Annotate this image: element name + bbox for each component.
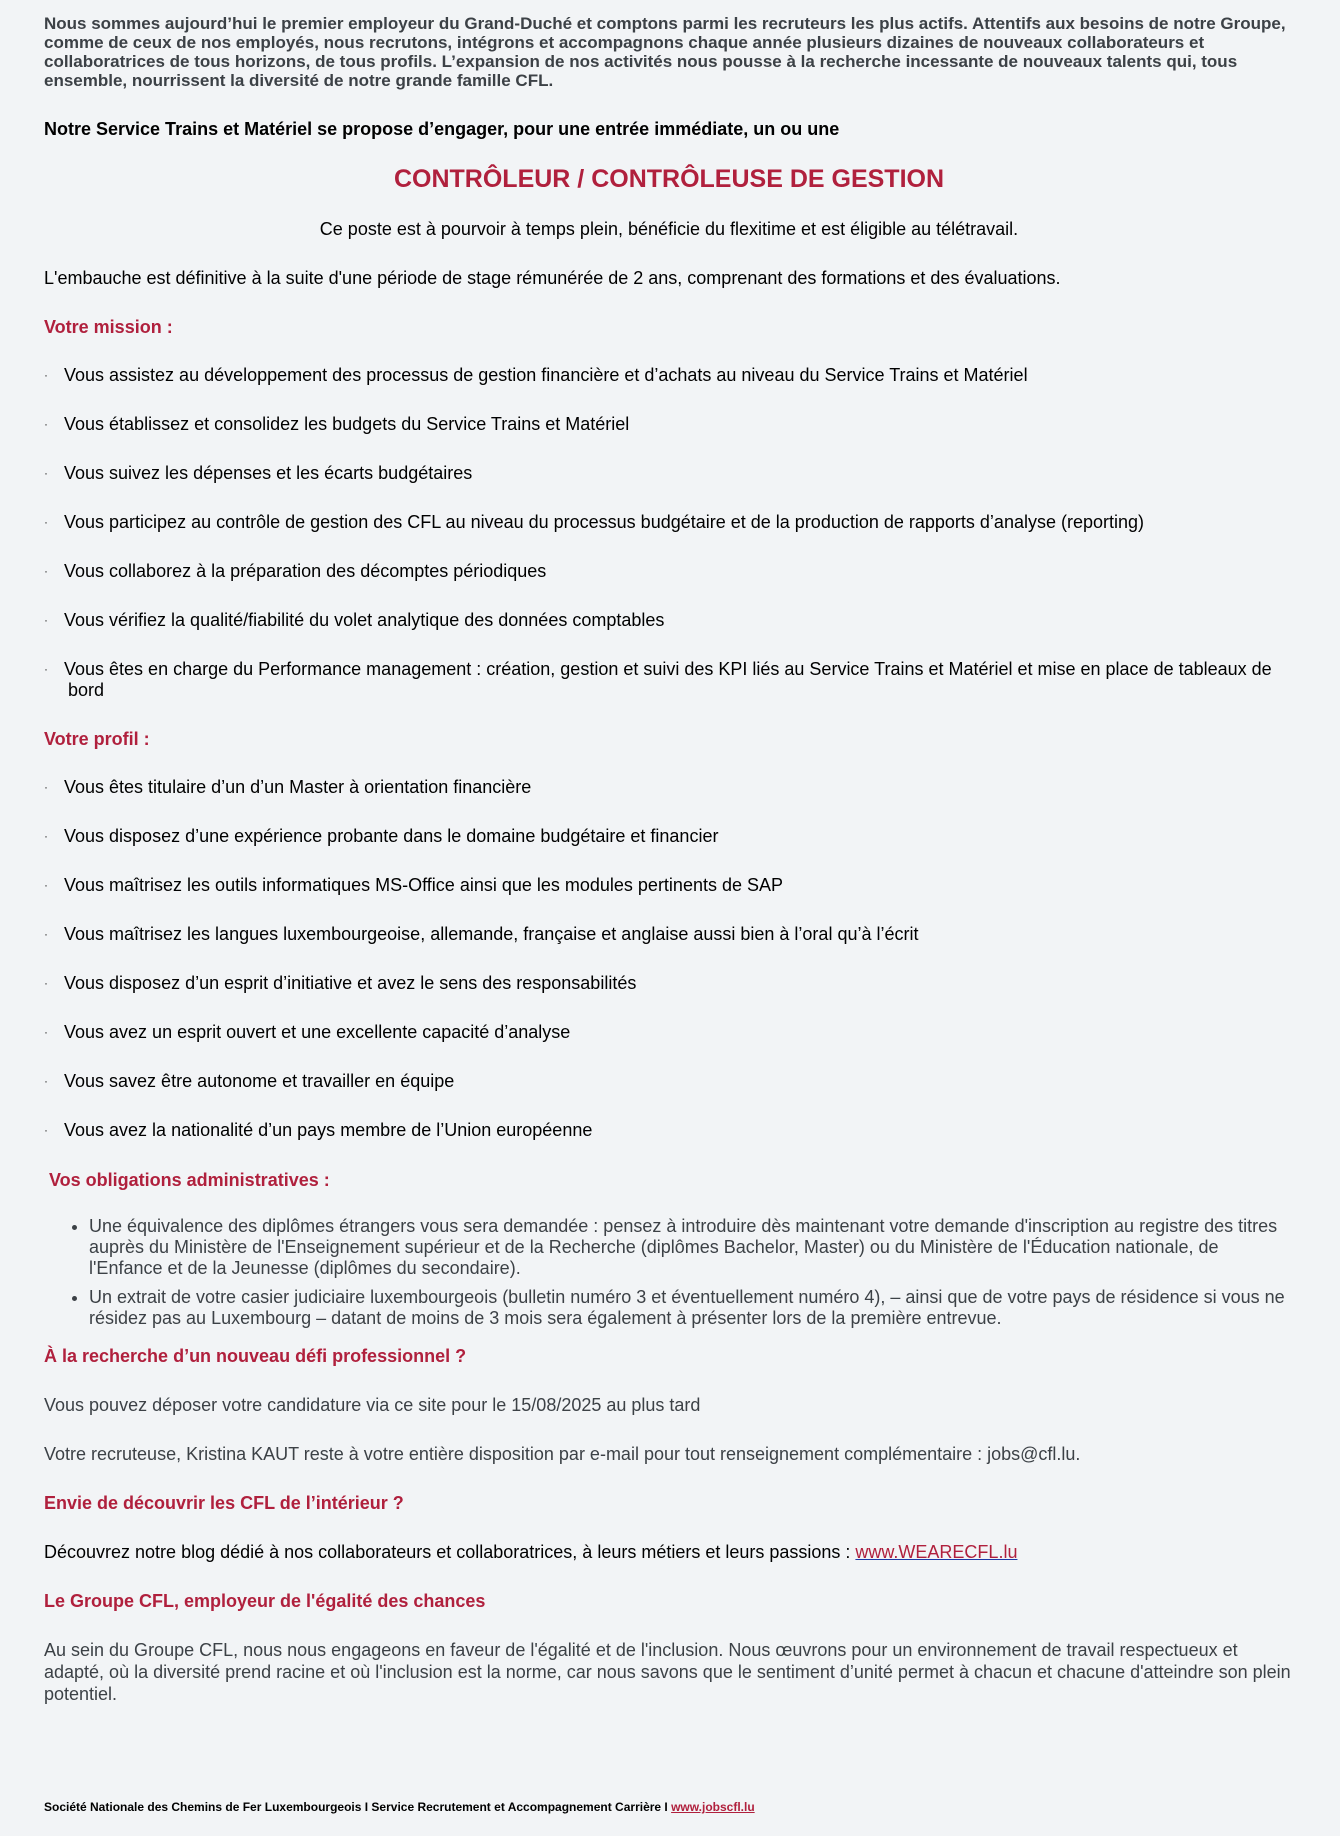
bullet-icon: ·: [44, 1074, 48, 1088]
list-item: · Vous maîtrisez les outils informatiques MS-Office ainsi que les modules pertinents de SAP: [44, 875, 784, 895]
mission-heading: Votre mission :: [44, 317, 173, 337]
bullet-icon: ·: [44, 780, 48, 794]
job-conditions: Ce poste est à pourvoir à temps plein, bénéficie du flexitime et est éligible au télétravail.: [319, 219, 1019, 239]
obligations-list: [44, 1216, 1294, 1329]
list-item: · Vous avez la nationalité d’un pays membre de l’Union européenne: [44, 1120, 593, 1140]
company-intro: Nous sommes aujourd’hui le premier employeur du Grand-Duché et comptons parmi les recruteurs les plus actifs. Attentifs aux besoins de notre Groupe, comme de ceux de nos employés, nous recrutons, intégrons et accompagnons chaque année plusieurs dizaines de nouveaux collaborateurs et collaboratrices de tous horizons, de tous profils. L’expansion de nos activités nous pousse à la recherche incessante de nouveaux talents qui, tous ensemble, nourrissent la diversité de notre grande famille CFL.: [44, 14, 1286, 90]
profile-list: [44, 777, 1294, 1141]
bullet-icon: ·: [44, 878, 48, 892]
jobs-site-link[interactable]: www.jobscfl.lu: [671, 1800, 755, 1814]
bullet-icon: ·: [44, 368, 48, 382]
recruiter-contact: Votre recruteuse, Kristina KAUT reste à votre entière disposition par e-mail pour tout renseignement complémentaire : jobs@cfl.lu.: [44, 1444, 1081, 1464]
footer: Société Nationale des Chemins de Fer Luxembourgeois I Service Recrutement et Accompagnement Carrière I www.jobscfl.lu: [44, 1800, 755, 1814]
list-item: · Vous établissez et consolidez les budgets du Service Trains et Matériel: [44, 414, 630, 434]
job-title: CONTRÔLEUR / CONTRÔLEUSE DE GESTION: [393, 165, 945, 193]
application-deadline: Vous pouvez déposer votre candidature via ce site pour le 15/08/2025 au plus tard: [44, 1395, 701, 1415]
bullet-icon: ·: [44, 564, 48, 578]
discover-heading: Envie de découvrir les CFL de l’intérieur ?: [44, 1493, 404, 1513]
challenge-heading: À la recherche d’un nouveau défi professionnel ?: [44, 1346, 467, 1366]
service-lead: Notre Service Trains et Matériel se propose d’engager, pour une entrée immédiate, un ou une: [44, 119, 840, 139]
obligations-heading: Vos obligations administratives :: [49, 1170, 330, 1190]
bullet-icon: ·: [44, 1025, 48, 1039]
mission-list: [44, 365, 1294, 701]
bullet-icon: ·: [44, 417, 48, 431]
equality-heading: Le Groupe CFL, employeur de l'égalité des chances: [44, 1591, 486, 1611]
blog-text: Découvrez notre blog dédié à nos collaborateurs et collaboratrices, à leurs métiers et leurs passions : www.WEARECFL.lu: [44, 1542, 1018, 1562]
hiring-terms: L'embauche est définitive à la suite d'une période de stage rémunérée de 2 ans, comprenant des formations et des évaluations.: [44, 268, 1061, 288]
list-item: · Vous disposez d’une expérience probante dans le domaine budgétaire et financier: [44, 826, 719, 846]
bullet-icon: ·: [44, 927, 48, 941]
bullet-icon: ·: [44, 1123, 48, 1137]
bullet-icon: ·: [44, 515, 48, 529]
blog-link[interactable]: www.WEARECFL.lu: [855, 1542, 1018, 1562]
bullet-icon: ·: [44, 976, 48, 990]
list-item: · Vous collaborez à la préparation des décomptes périodiques: [44, 561, 547, 581]
equality-text: Au sein du Groupe CFL, nous nous engageons en faveur de l'égalité et de l'inclusion. Nous œuvrons pour un environnement de travail respectueux et adapté, où la diversité prend racine et où l'inclusion est la norme, car nous savons que le sentiment d’unité permet à chacun et chacune d'atteindre son plein potentiel.: [44, 1640, 1291, 1704]
list-item: · Vous savez être autonome et travailler en équipe: [44, 1071, 455, 1091]
list-item: • Une équivalence des diplômes étrangers vous sera demandée : pensez à introduire dès maintenant votre demande d'inscription au registre des titres auprès du Ministère de l'Enseignement supérieur et de la Recherche (diplômes Bachelor, Master) ou du Ministère de l'Éducation nationale, de l'Enfance et de la Jeunesse (diplômes du secondaire).: [89, 1216, 1294, 1279]
bullet-icon: ·: [44, 466, 48, 480]
profile-heading: Votre profil :: [44, 729, 150, 749]
list-item: · Vous assistez au développement des processus de gestion financière et d’achats au niveau du Service Trains et Matériel: [44, 365, 1028, 385]
job-posting-content: [44, 14, 1294, 1705]
list-item: · Vous maîtrisez les langues luxembourgeoise, allemande, française et anglaise aussi bien à l’oral qu’à l’écrit: [44, 924, 919, 944]
list-item: • Un extrait de votre casier judiciaire luxembourgeois (bulletin numéro 3 et éventuellement numéro 4), – ainsi que de votre pays de résidence si vous ne résidez pas au Luxembourg – datant de moins de 3 mois sera également à présenter lors de la première entrevue.: [89, 1287, 1294, 1329]
bullet-icon: ·: [44, 613, 48, 627]
list-item: · Vous vérifiez la qualité/fiabilité du volet analytique des données comptables: [44, 610, 665, 630]
list-item: · Vous suivez les dépenses et les écarts budgétaires: [44, 463, 473, 483]
list-item: · Vous avez un esprit ouvert et une excellente capacité d’analyse: [44, 1022, 571, 1042]
list-item: · Vous êtes en charge du Performance management : création, gestion et suivi des KPI liés au Service Trains et Matériel et mise en place de tableaux de bord: [44, 659, 1272, 700]
list-item: · Vous disposez d’un esprit d’initiative et avez le sens des responsabilités: [44, 973, 637, 993]
list-item: · Vous participez au contrôle de gestion des CFL au niveau du processus budgétaire et de la production de rapports d’analyse (reporting): [44, 512, 1144, 532]
bullet-icon: ·: [44, 829, 48, 843]
list-item: · Vous êtes titulaire d’un d’un Master à orientation financière: [44, 777, 532, 797]
bullet-icon: ·: [44, 662, 48, 676]
